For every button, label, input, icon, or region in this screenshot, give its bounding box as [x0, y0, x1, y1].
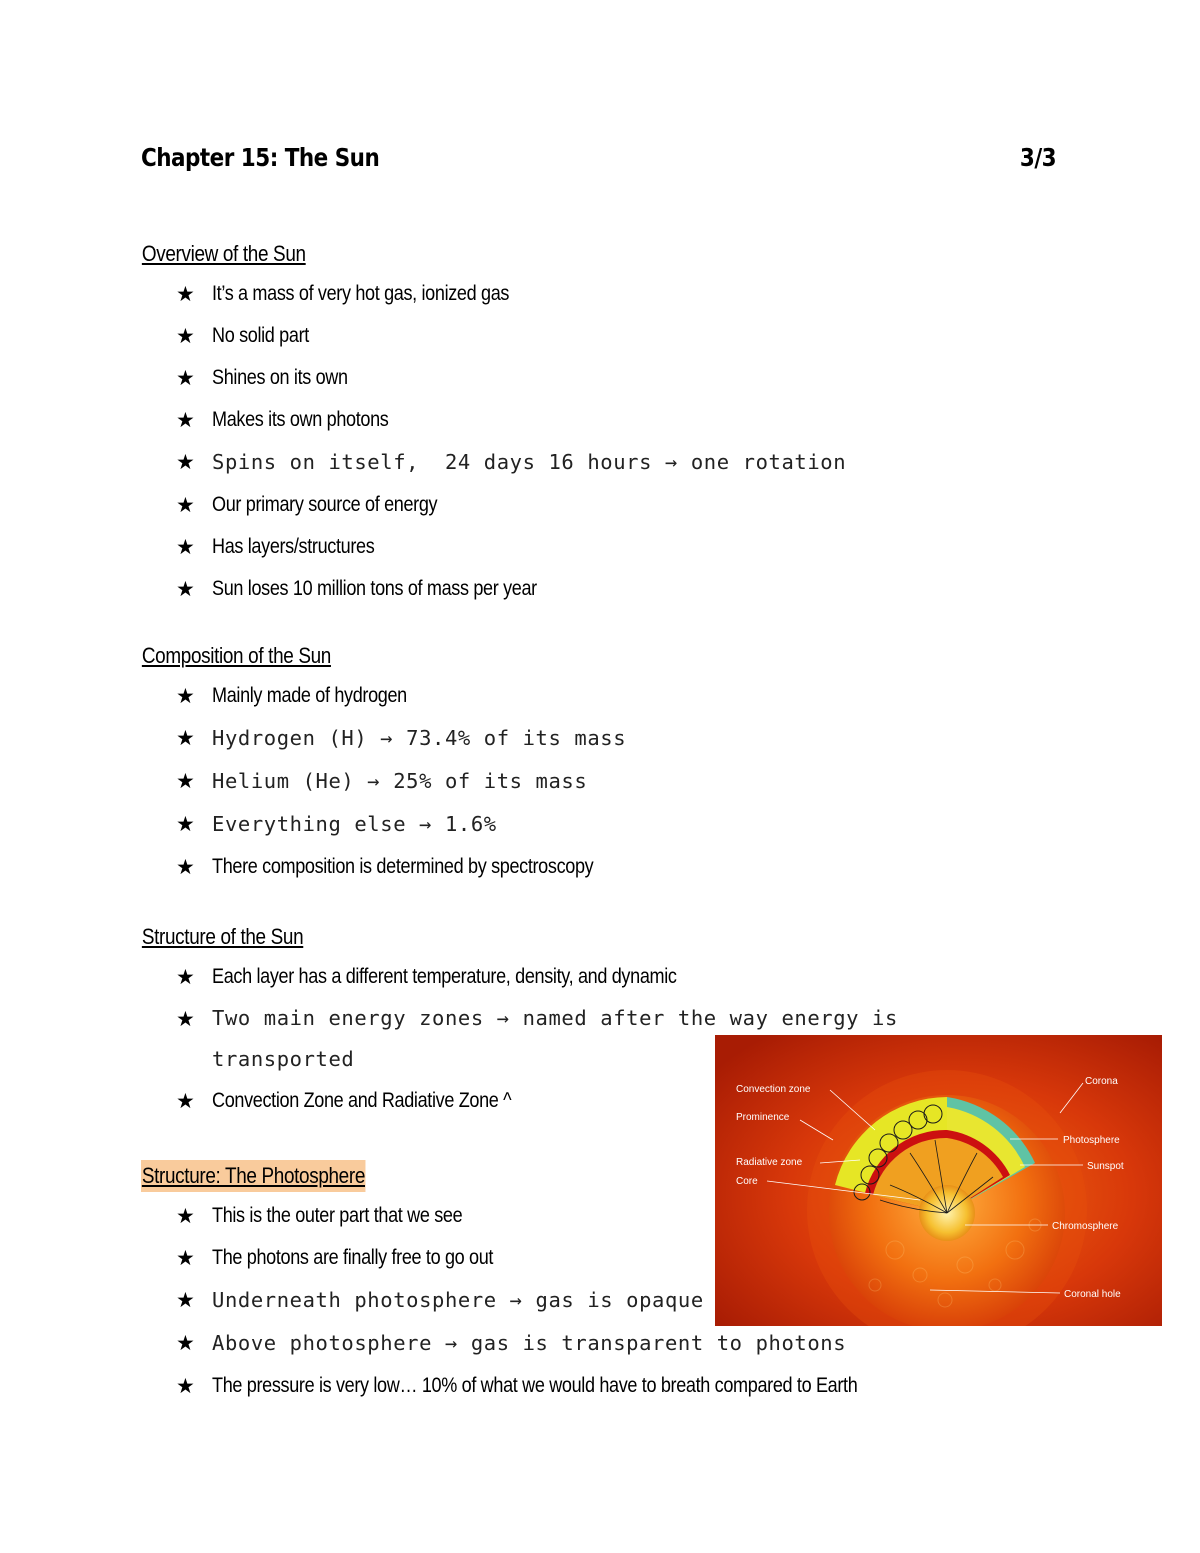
list-item: ★ No solid part [141, 316, 1061, 358]
list-item: ★ Sun loses 10 million tons of mass per year [141, 569, 1061, 611]
page-date: 3/3 [1019, 143, 1056, 172]
list-item: ★ Our primary source of energy [141, 485, 1061, 527]
label-chromosphere: Chromosphere [1052, 1221, 1119, 1232]
star-bullet-icon: ★ [176, 535, 195, 559]
sun-diagram-svg [715, 1035, 1162, 1326]
label-convection-zone: Convection zone [736, 1084, 811, 1095]
list-item: ★ Mainly made of hydrogen [141, 676, 1061, 718]
star-bullet-icon: ★ [176, 1007, 195, 1031]
list-item: ★ Helium (He) → 25% of its mass [141, 761, 1061, 804]
star-bullet-icon: ★ [176, 726, 195, 750]
label-photosphere: Photosphere [1063, 1135, 1120, 1146]
list-item: ★ It’s a mass of very hot gas, ionized gas [141, 274, 1061, 316]
star-bullet-icon: ★ [176, 366, 195, 390]
star-bullet-icon: ★ [176, 450, 195, 474]
section-heading: Composition of the Sun [141, 643, 331, 668]
star-bullet-icon: ★ [176, 684, 195, 708]
star-bullet-icon: ★ [176, 1246, 195, 1270]
section-composition [141, 640, 1061, 889]
list-item: ★ Makes its own photons [141, 400, 1061, 442]
list-item: ★ Convection Zone and Radiative Zone ^ [141, 1081, 1061, 1123]
star-bullet-icon: ★ [176, 1288, 195, 1312]
bullet-list [141, 676, 1061, 889]
star-bullet-icon: ★ [176, 1204, 195, 1228]
list-item: ★ Everything else → 1.6% [141, 804, 1061, 847]
list-item: ★ Each layer has a different temperature, density, and dynamic [141, 957, 1061, 999]
label-corona: Corona [1085, 1076, 1118, 1087]
sun-structure-diagram [715, 1035, 1162, 1326]
list-item: ★ This is the outer part that we see [141, 1196, 1061, 1238]
star-bullet-icon: ★ [176, 1374, 195, 1398]
list-item: ★ Above photosphere → gas is transparent to photons [141, 1323, 1061, 1366]
list-item: ★ There composition is determined by spectroscopy [141, 847, 1061, 889]
list-item: ★ Spins on itself, 24 days 16 hours → one rotation [141, 442, 1061, 485]
star-bullet-icon: ★ [176, 1089, 195, 1113]
section-heading: Overview of the Sun [141, 241, 306, 266]
star-bullet-icon: ★ [176, 812, 195, 836]
star-bullet-icon: ★ [176, 282, 195, 306]
star-bullet-icon: ★ [176, 324, 195, 348]
page-header [141, 143, 1056, 172]
label-radiative-zone: Radiative zone [736, 1157, 803, 1168]
list-item: ★ The pressure is very low… 10% of what we would have to breath compared to Earth [141, 1366, 1061, 1408]
list-item: ★ Hydrogen (H) → 73.4% of its mass [141, 718, 1061, 761]
star-bullet-icon: ★ [176, 965, 195, 989]
page-title: Chapter 15: The Sun [141, 143, 380, 172]
list-item: ★ Two main energy zones → named after the way energy is transported [141, 999, 932, 1081]
list-item: ★ Shines on its own [141, 358, 1061, 400]
label-prominence: Prominence [736, 1112, 790, 1123]
list-item: ★ The photons are finally free to go out [141, 1238, 1061, 1280]
label-coronal-hole: Coronal hole [1064, 1289, 1121, 1300]
section-overview [141, 238, 1061, 611]
list-item: ★ Underneath photosphere → gas is opaque [141, 1280, 1061, 1323]
star-bullet-icon: ★ [176, 769, 195, 793]
section-heading: Structure of the Sun [141, 924, 304, 949]
list-item: ★ Has layers/structures [141, 527, 1061, 569]
star-bullet-icon: ★ [176, 493, 195, 517]
label-sunspot: Sunspot [1087, 1161, 1124, 1172]
star-bullet-icon: ★ [176, 855, 195, 879]
star-bullet-icon: ★ [176, 408, 195, 432]
bullet-list [141, 274, 1061, 611]
star-bullet-icon: ★ [176, 1331, 195, 1355]
section-heading-highlighted: Structure: The Photosphere [141, 1160, 366, 1192]
label-core: Core [736, 1176, 758, 1187]
star-bullet-icon: ★ [176, 577, 195, 601]
